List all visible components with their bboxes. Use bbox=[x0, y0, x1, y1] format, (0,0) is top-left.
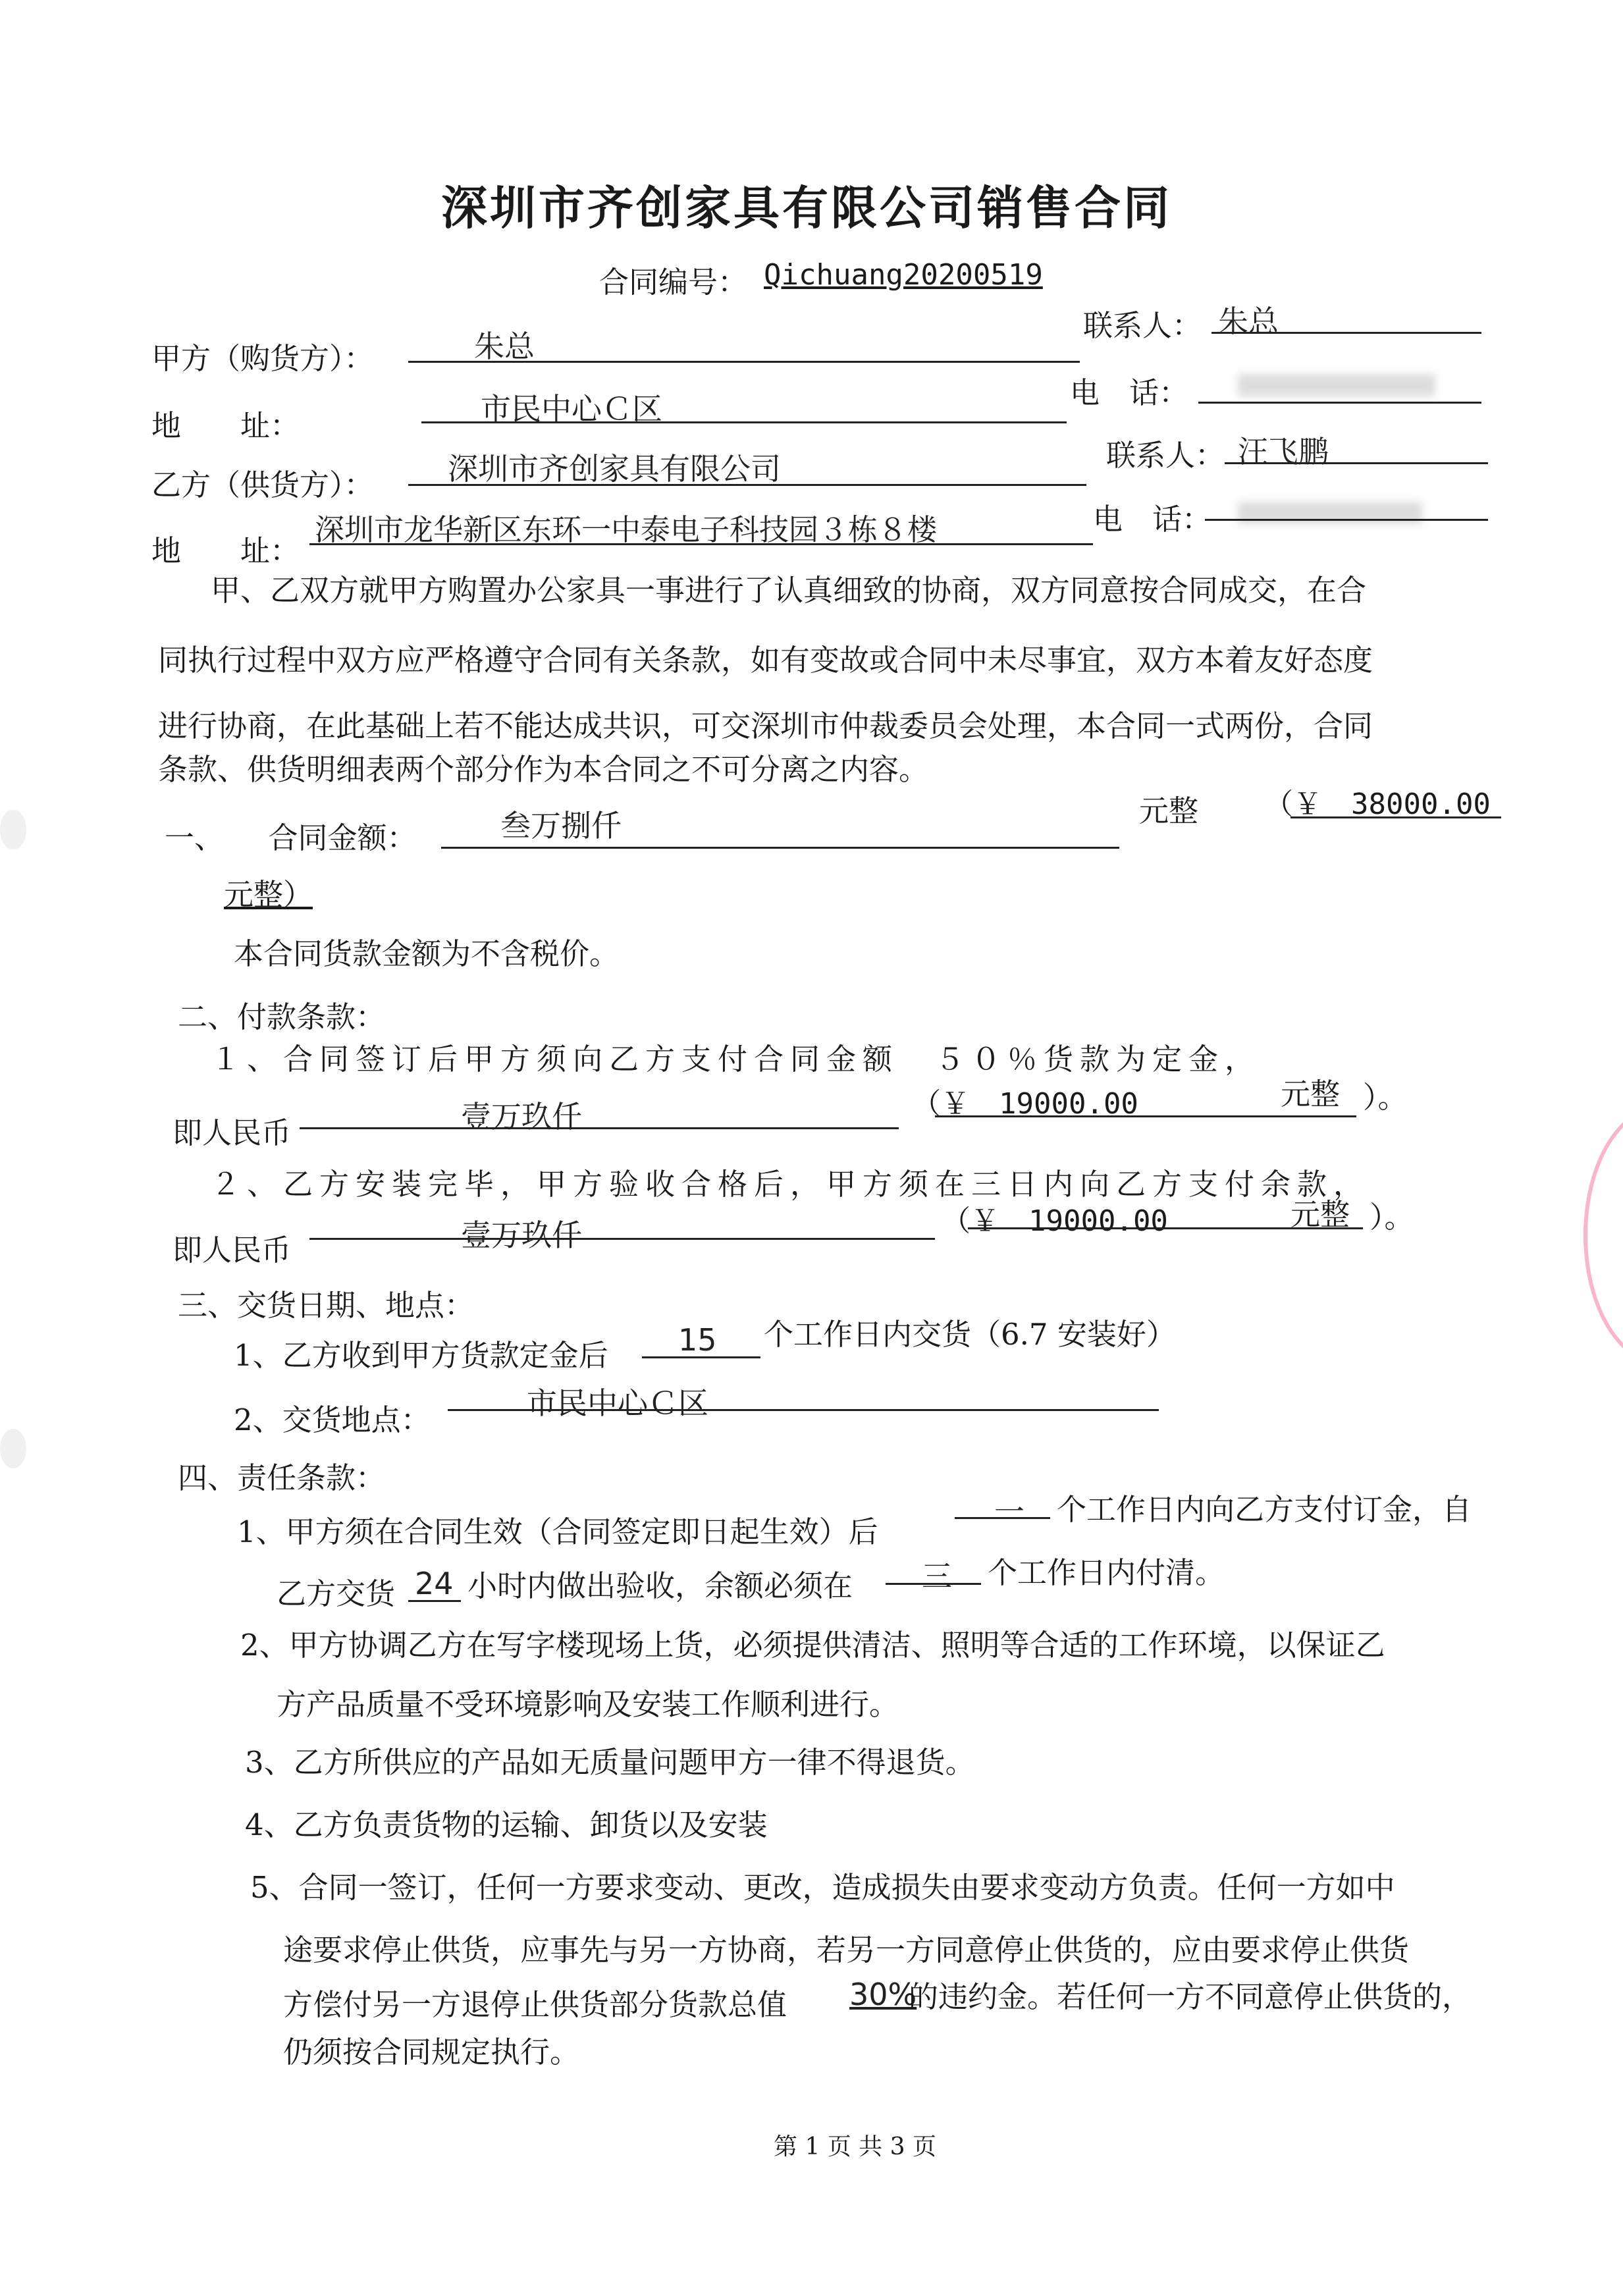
r1-hours-underline bbox=[408, 1600, 461, 1602]
pay1-close: ）。 bbox=[1363, 1080, 1408, 1115]
pay1-words-underline bbox=[300, 1127, 899, 1129]
pay1-figure-underline bbox=[935, 1115, 1356, 1117]
r5-text-c2: 的违约金。若任何一方不同意停止供货的， bbox=[909, 1979, 1472, 2014]
party-a-value: 朱总 bbox=[474, 329, 535, 364]
contact-a-underline bbox=[1211, 332, 1481, 334]
r3-text: 3、乙方所供应的产品如无质量问题甲方一律不得退货。 bbox=[245, 1745, 975, 1780]
contact-a-label: 联系人： bbox=[1083, 308, 1202, 343]
party-b-label: 乙方（供货方）： bbox=[151, 467, 374, 502]
r1-text-c: 乙方交货 bbox=[277, 1576, 396, 1611]
sec2-label: 二、付款条款： bbox=[178, 1000, 386, 1034]
r1-text-d: 小时内做出验收，余额必须在 bbox=[467, 1568, 853, 1603]
party-b-value: 深圳市齐创家具有限公司 bbox=[448, 451, 781, 487]
pay2-close: ）。 bbox=[1370, 1200, 1414, 1235]
amount-figure-underline bbox=[1290, 816, 1501, 818]
amount-figure: （￥ 38000.00 bbox=[1264, 788, 1491, 821]
contract-no: Qichuang20200519 bbox=[764, 258, 1043, 292]
pay1-unit: 元整 bbox=[1281, 1077, 1341, 1111]
r5-text-c1: 方偿付另一方退停止供货部分货款总值 bbox=[283, 1987, 787, 2022]
r5-text-d: 仍须按合同规定执行。 bbox=[283, 2035, 580, 2069]
sec3-label: 三、交货日期、地点： bbox=[178, 1288, 475, 1323]
r1-pay-days: 三 bbox=[922, 1559, 952, 1594]
phone-a-label: 电 话： bbox=[1070, 375, 1189, 410]
address-a-value: 市民中心Ｃ区 bbox=[481, 391, 662, 427]
contact-a-value: 朱总 bbox=[1218, 304, 1279, 339]
r4-text: 4、乙方负责货物的运输、卸货以及安装 bbox=[245, 1807, 768, 1842]
pay2-text: ２、乙方安装完毕，甲方验收合格后，甲方须在三日内向乙方支付余款， bbox=[211, 1167, 1370, 1202]
party-a-label: 甲方（购货方）： bbox=[151, 341, 374, 376]
page-footer: 第 1 页 共 3 页 bbox=[774, 2133, 937, 2160]
r1-pay-days-underline bbox=[886, 1583, 981, 1585]
pay1-figure: （￥ 19000.00 bbox=[912, 1087, 1138, 1121]
intro-line-2: 同执行过程中双方应严格遵守合同有关条款，如有变故或合同中未尽事宜，双方本着友好态度 bbox=[158, 643, 1373, 678]
phone-a-redacted bbox=[1238, 374, 1435, 396]
contract-no-label: 合同编号： bbox=[599, 265, 748, 300]
delivery-1-pre: 1、乙方收到甲方货款定金后 bbox=[234, 1338, 608, 1373]
pay2-figure-underline bbox=[968, 1227, 1363, 1229]
address-b-underline bbox=[309, 543, 1093, 545]
party-a-underline bbox=[408, 361, 1080, 363]
r5-text-b: 途要求停止供货，应事先与另一方协商，若另一方同意停止供货的，应由要求停止供货 bbox=[283, 1933, 1410, 1967]
pay2-words-underline bbox=[309, 1238, 935, 1240]
sec4-label: 四、责任条款： bbox=[178, 1460, 386, 1495]
r1-text-b: 个工作日内向乙方支付订金，自 bbox=[1057, 1492, 1472, 1527]
intro-line-4: 条款、供货明细表两个部分作为本合同之不可分离之内容。 bbox=[158, 752, 929, 787]
amount-tail: 元整） bbox=[224, 877, 313, 912]
pay1-text: １、合同签订后甲方须向乙方支付合同金额 ５０％货款为定金， bbox=[211, 1042, 1262, 1077]
pay2-words: 壹万玖仟 bbox=[461, 1217, 582, 1253]
phone-a-underline bbox=[1198, 402, 1481, 404]
delivery-2-label: 2、交货地点： bbox=[234, 1402, 431, 1437]
address-b-value: 深圳市龙华新区东环一中泰电子科技园３栋８楼 bbox=[315, 512, 938, 547]
page-title: 深圳市齐创家具有限公司销售合同 bbox=[441, 180, 1172, 235]
rmb-label-2: 即人民币 bbox=[173, 1233, 292, 1268]
r1-text-a: 1、甲方须在合同生效（合同签定即日起生效）后 bbox=[237, 1514, 878, 1549]
r5-percent: 30% bbox=[849, 1977, 917, 2012]
amount-words-underline bbox=[441, 847, 1119, 849]
contact-b-value: 汪飞鹏 bbox=[1238, 434, 1329, 469]
party-b-underline bbox=[408, 484, 1086, 486]
pay2-figure: （￥ 19000.00 bbox=[942, 1204, 1168, 1238]
r1-days-underline bbox=[955, 1517, 1050, 1519]
r2-text-a: 2、甲方协调乙方在写字楼现场上货，必须提供清洁、照明等合适的工作环境，以保证乙 bbox=[240, 1628, 1385, 1663]
r2-text-b: 方产品质量不受环境影响及安装工作顺利进行。 bbox=[277, 1687, 899, 1722]
r1-days: 一 bbox=[994, 1494, 1024, 1530]
r5-text-a: 5、合同一签订，任何一方要求变动、更改，造成损失由要求变动方负责。任何一方如中 bbox=[250, 1870, 1395, 1905]
rmb-label-1: 即人民币 bbox=[173, 1115, 292, 1150]
phone-b-label: 电 话： bbox=[1093, 502, 1212, 537]
delivery-days-underline bbox=[642, 1356, 760, 1358]
intro-line-3: 进行协商，在此基础上若不能达成共识，可交深圳市仲裁委员会处理，本合同一式两份，合同 bbox=[158, 708, 1373, 743]
punch-hole-shadow-2 bbox=[0, 1429, 26, 1468]
amount-words: 叁万捌仟 bbox=[500, 808, 622, 843]
tax-note: 本合同货款金额为不含税价。 bbox=[234, 936, 620, 971]
delivery-place-underline bbox=[448, 1409, 1159, 1411]
address-a-label: 地 址： bbox=[151, 408, 300, 443]
delivery-days: 15 bbox=[678, 1322, 717, 1358]
punch-hole-shadow-1 bbox=[0, 810, 26, 849]
seal-fragment bbox=[1583, 1106, 1623, 1364]
contact-b-underline bbox=[1225, 462, 1488, 464]
amount-unit: 元整 bbox=[1139, 793, 1199, 828]
address-b-label: 地 址： bbox=[151, 533, 300, 568]
sec1-label: 一、 合同金额： bbox=[165, 820, 417, 855]
intro-line-1: 甲、乙双方就甲方购置办公家具一事进行了认真细致的协商，双方同意按合同成交，在合 bbox=[211, 573, 1367, 608]
pay1-words: 壹万玖仟 bbox=[461, 1099, 582, 1135]
address-a-underline bbox=[421, 421, 1067, 423]
r1-text-e: 个工作日内付清。 bbox=[988, 1555, 1225, 1590]
delivery-place: 市民中心Ｃ区 bbox=[527, 1385, 708, 1421]
r1-hours: 24 bbox=[415, 1566, 454, 1601]
contact-b-label: 联系人： bbox=[1106, 438, 1225, 473]
delivery-1-post: 个工作日内交货（6.7 安装好） bbox=[764, 1317, 1176, 1352]
pay2-unit: 元整 bbox=[1290, 1197, 1350, 1232]
phone-b-underline bbox=[1205, 519, 1488, 521]
